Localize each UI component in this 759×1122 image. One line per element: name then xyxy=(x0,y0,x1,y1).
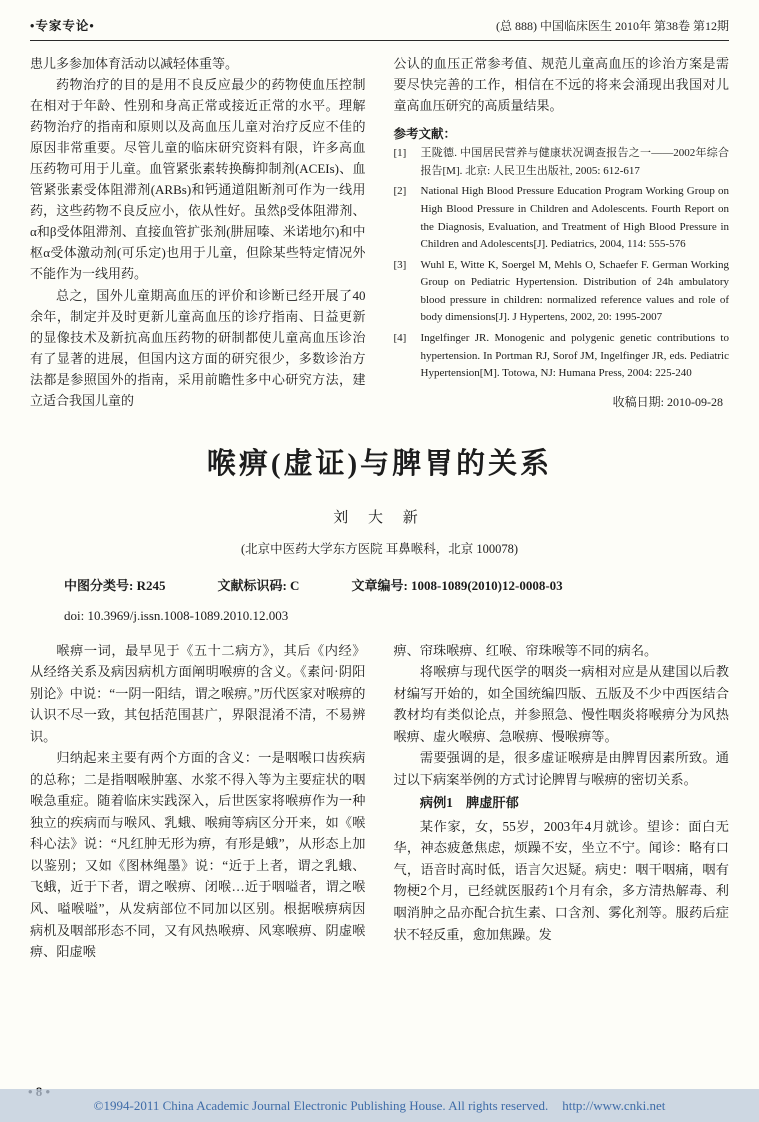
intro-paragraph: 药物治疗的目的是用不良反应最少的药物使血压控制在相对于年龄、性别和身高正常或接近正常的水平。理解药物治疗的指南和原则以及高血压儿童对治疗反应不佳的原因非常重要。尽管儿童的临床研究资料有限，许多高血压药物可用于儿童。血管紧张素转换酶抑制剂(ACEIs)、血管紧张素受体阻滞剂(ARBs)和钙通道阻断剂可作为一线用药，这些药物不良反应小，依从性好。虽然β受体阻滞剂、α和β受体阻滞剂、直接血管扩张剂(肼屈嗪、米诺地尔)和中枢α受体激动剂(可乐定)也用于儿童，但除某些特定情况外不能作为一线用药。 xyxy=(30,77,366,282)
intro-paragraph: 公认的血压正常参考值、规范儿童高血压的诊治方案是需要尽快完善的工作，相信在不远的将来会涌现出我国对儿童高血压研究的高质量结果。 xyxy=(393,56,729,114)
body-right-column xyxy=(394,640,730,963)
received-date: 收稿日期: 2010-09-28 xyxy=(612,394,723,409)
page-header xyxy=(0,0,759,40)
body-left-column xyxy=(30,640,366,963)
reference-number: [1] xyxy=(393,147,407,160)
intro-right-column xyxy=(394,53,730,411)
body-paragraph: 痹、帘珠喉痹、红喉、帘珠喉等不同的病名。 xyxy=(393,642,658,658)
body-paragraph: 归纳起来主要有两个方面的含义：一是咽喉口齿疾病的总称；二是指咽喉肿塞、水浆不得入等为主要症状的咽喉急重症。随着临床实践深入，后世医家将喉痹作为一种独立的疾病而与喉风、乳蛾、喉痈等病区分开来，如《喉科心法》说：“凡红肿无形为痹，有形是蛾”，从形态上加以鉴别；又如《图林绳墨》说：“近于上者，谓之乳蛾、飞蛾，近于下者，谓之喉痹、闭喉…近于咽嗌者，谓之喉风、嗌喉嗌”，从发病部位不同加以区别。根据喉痹病因病机及咽部形态不同，又有风热喉痹、风寒喉痹、阴虚喉痹、阳虚喉 xyxy=(30,750,366,960)
body-paragraph: 将喉痹与现代医学的咽炎一病相对应是从建国以后教材编写开始的，如全国统编四版、五版及不少中西医结合教材均有类似论点，并参照急、慢性咽炎将喉痹分为风热喉痹、虚火喉痹、急喉痹、慢喉痹等。 xyxy=(393,664,729,744)
reference-text: National High Blood Pressure Education Program Working Group on High Blood Pressure in Children and Adolescents. Fourth Report on the Diagnosis, Evaluation, and Treatment of High Blood Pressure in Children and Adolescents[J]. Pediatrics, 2004, 114: 555-576 xyxy=(420,185,729,251)
author-affiliation: (北京中医药大学东方医院 耳鼻喉科，北京 100078) xyxy=(240,541,519,556)
section-label: •专家专论• xyxy=(30,19,95,33)
reference-item xyxy=(394,183,730,253)
intro-columns xyxy=(0,41,759,411)
reference-number: [4] xyxy=(393,332,407,345)
footer-watermark xyxy=(0,1089,759,1122)
body-paragraph: 喉痹一词，最早见于《五十二病方》，其后《内经》从经络关系及病因病机方面阐明喉痹的含义。《素问·阴阳别论》中说：“一阴一阳结，谓之喉痹。”历代医家对喉痹的认识不尽一致，其包括范围甚广，界限混淆不清，不易辨识。 xyxy=(30,642,366,744)
references-heading: 参考文献： xyxy=(393,127,457,142)
intro-paragraph: 患儿多参加体育活动以减轻体重等。 xyxy=(30,56,239,71)
reference-text: Wuhl E, Witte K, Soergel M, Mehls O, Schaefer F. German Working Group on Pediatric Hypertension. Distribution of 24h ambulatory blood pressure in children: normalized reference values and role of body dimensions[J]. J Hypertens, 2002, 20: 1995-2007 xyxy=(420,258,729,324)
doi: doi: 10.3969/j.issn.1008-1089.2010.12.003 xyxy=(64,607,289,623)
reference-item xyxy=(394,257,730,327)
body-paragraph: 需要强调的是，很多虚证喉痹是由脾胃因素所致。通过以下病案举例的方式讨论脾胃与喉痹的密切关系。 xyxy=(393,750,729,787)
article-id: 文章编号: 1008-1089(2010)12-0008-03 xyxy=(351,577,563,593)
intro-left-column xyxy=(30,53,366,411)
reference-item xyxy=(394,330,730,383)
reference-item xyxy=(394,145,730,180)
reference-number: [3] xyxy=(393,258,407,271)
intro-paragraph: 总之，国外儿童期高血压的评价和诊断已经开展了40余年，制定并及时更新儿童高血压的诊疗指南、日益更新的显像技术及新抗高血压药物的研制都使儿童高血压诊治有了显著的进展，但国内这方面的研究很少，多数诊治方法都是参照国外的指南，采用前瞻性多中心研究方法，建立适合我国儿童的 xyxy=(30,287,366,408)
journal-info: (总 888) 中国临床医生 2010年 第38卷 第12期 xyxy=(496,19,729,33)
document-code: 文献标识码: C xyxy=(217,577,300,593)
case-paragraph: 某作家，女，55岁，2003年4月就诊。望诊：面白无华，神态疲惫焦虑，烦躁不安，坐立不宁。闻诊：略有口气，语音时高时低，语言欠迟疑。病史：咽干咽痛，咽有物梗2个月，已经就医服药1个月有余，多方清热解毒、利咽消肿之品亦配合抗生素、口含剂、雾化剂等。服药后症状不轻反重，愈加焦躁。发 xyxy=(393,818,729,942)
article-title: 喉痹(虚证)与脾胃的关系 xyxy=(206,447,553,480)
cnki-url: http://www.cnki.net xyxy=(562,1097,666,1113)
reference-number: [2] xyxy=(393,185,407,198)
clc-number: 中图分类号: R245 xyxy=(64,577,166,593)
article-meta-row xyxy=(0,575,759,594)
case-heading: 病例1 脾虚肝郁 xyxy=(419,795,519,811)
copyright-text: ©1994-2011 China Academic Journal Electronic Publishing House. All rights reserved. xyxy=(93,1097,549,1113)
reference-text: 王陇德. 中国居民营养与健康状况调查报告之一——2002年综合报告[M]. 北京: 人民卫生出版社, 2005: 612-617 xyxy=(420,147,729,177)
body-columns xyxy=(0,624,759,963)
reference-text: Ingelfinger JR. Monogenic and polygenic genetic contributions to hypertension. In Portman RJ, Sorof JM, Ingelfinger JR, eds. Pediatric Hypertension[M]. Totowa, NJ: Humana Press, 2004: 225-240 xyxy=(420,332,729,380)
author-name: 刘 大 新 xyxy=(333,509,426,526)
